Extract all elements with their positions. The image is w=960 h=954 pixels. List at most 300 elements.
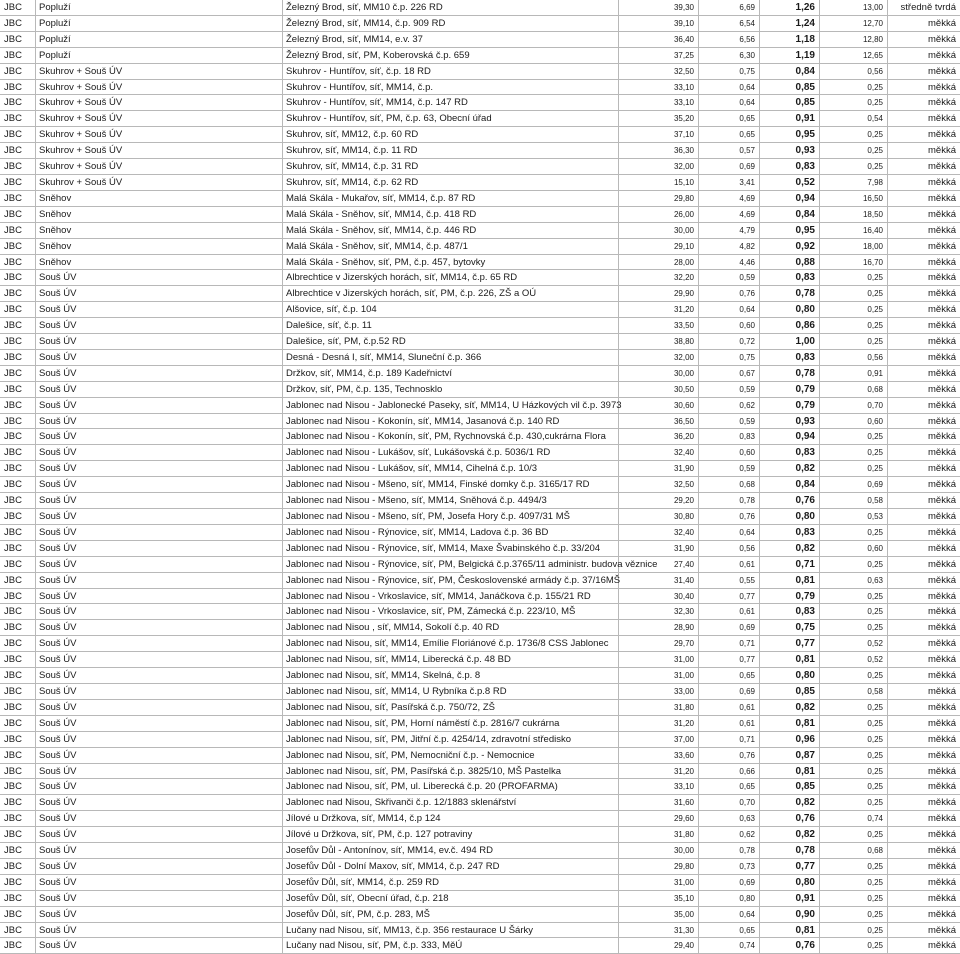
cell-value-a: 29,40 xyxy=(619,938,699,953)
cell-value-a: 29,60 xyxy=(619,811,699,826)
cell-sampling-point: Josefův Důl - Antonínov, síť, MM14, ev.č. 494 RD xyxy=(283,843,619,858)
cell-region-code: JBC xyxy=(0,859,36,874)
table-row xyxy=(0,143,960,159)
cell-value-d: 0,53 xyxy=(820,509,888,524)
table-row xyxy=(0,604,960,620)
cell-region-code: JBC xyxy=(0,255,36,270)
cell-region-code: JBC xyxy=(0,573,36,588)
cell-value-a: 31,40 xyxy=(619,573,699,588)
cell-source: Skuhrov + Souš ÚV xyxy=(36,159,283,174)
cell-value-d: 0,25 xyxy=(820,891,888,906)
cell-source: Souš ÚV xyxy=(36,684,283,699)
cell-value-c: 0,76 xyxy=(760,811,820,826)
cell-value-d: 0,58 xyxy=(820,493,888,508)
cell-source: Souš ÚV xyxy=(36,477,283,492)
cell-source: Souš ÚV xyxy=(36,732,283,747)
cell-value-d: 0,25 xyxy=(820,732,888,747)
cell-value-b: 0,76 xyxy=(699,509,760,524)
table-row xyxy=(0,223,960,239)
cell-region-code: JBC xyxy=(0,48,36,63)
cell-source: Souš ÚV xyxy=(36,573,283,588)
cell-value-b: 0,69 xyxy=(699,875,760,890)
cell-hardness: měkká xyxy=(928,701,956,713)
cell-hardness: měkká xyxy=(928,892,956,904)
cell-sampling-point: Držkov, síť, PM, č.p. 135, Technosklo xyxy=(283,382,619,397)
cell-value-c: 0,71 xyxy=(760,557,820,572)
table-row xyxy=(0,764,960,780)
cell-value-c: 0,83 xyxy=(760,159,820,174)
cell-value-a: 27,40 xyxy=(619,557,699,572)
cell-source: Souš ÚV xyxy=(36,795,283,810)
cell-region-code: JBC xyxy=(0,541,36,556)
cell-value-c: 0,85 xyxy=(760,779,820,794)
cell-hardness: měkká xyxy=(928,129,956,141)
cell-hardness: měkká xyxy=(928,654,956,666)
cell-sampling-point: Železný Brod, síť, PM, Koberovská č.p. 659 xyxy=(283,48,619,63)
cell-source: Souš ÚV xyxy=(36,414,283,429)
cell-region-code: JBC xyxy=(0,477,36,492)
cell-value-b: 0,78 xyxy=(699,493,760,508)
cell-source: Skuhrov + Souš ÚV xyxy=(36,143,283,158)
table-row xyxy=(0,700,960,716)
cell-value-b: 0,62 xyxy=(699,827,760,842)
table-row xyxy=(0,334,960,350)
cell-value-a: 31,20 xyxy=(619,716,699,731)
cell-region-code: JBC xyxy=(0,748,36,763)
cell-value-b: 0,69 xyxy=(699,620,760,635)
cell-sampling-point: Jablonec nad Nisou, síť, MM14, U Rybníka č.p.8 RD xyxy=(283,684,619,699)
cell-value-a: 29,20 xyxy=(619,493,699,508)
cell-value-b: 4,69 xyxy=(699,207,760,222)
cell-value-a: 31,80 xyxy=(619,700,699,715)
cell-value-b: 0,59 xyxy=(699,382,760,397)
cell-value-c: 0,85 xyxy=(760,80,820,95)
cell-region-code: JBC xyxy=(0,64,36,79)
cell-value-c: 0,83 xyxy=(760,604,820,619)
cell-sampling-point: Jablonec nad Nisou, síť, MM14, Liberecká č.p. 48 BD xyxy=(283,652,619,667)
cell-region-code: JBC xyxy=(0,382,36,397)
cell-value-a: 28,90 xyxy=(619,620,699,635)
cell-value-a: 37,00 xyxy=(619,732,699,747)
cell-source: Skuhrov + Souš ÚV xyxy=(36,175,283,190)
cell-value-d: 0,25 xyxy=(820,716,888,731)
cell-sampling-point: Jablonec nad Nisou, síť, PM, ul. Liberecká č.p. 20 (PROFARMA) xyxy=(283,779,619,794)
cell-value-c: 0,83 xyxy=(760,350,820,365)
cell-value-c: 0,80 xyxy=(760,875,820,890)
cell-value-b: 0,65 xyxy=(699,111,760,126)
cell-value-d: 0,60 xyxy=(820,414,888,429)
cell-value-c: 0,84 xyxy=(760,64,820,79)
table-row xyxy=(0,636,960,652)
cell-value-c: 0,84 xyxy=(760,477,820,492)
cell-hardness: měkká xyxy=(928,526,956,538)
cell-region-code: JBC xyxy=(0,127,36,142)
table-row xyxy=(0,95,960,111)
cell-sampling-point: Jablonec nad Nisou - Rýnovice, síť, PM, Československé armády č.p. 37/16MŠ xyxy=(283,573,619,588)
cell-hardness: měkká xyxy=(928,65,956,77)
cell-region-code: JBC xyxy=(0,843,36,858)
cell-hardness: měkká xyxy=(928,670,956,682)
cell-source: Souš ÚV xyxy=(36,382,283,397)
cell-value-d: 0,60 xyxy=(820,541,888,556)
cell-value-c: 0,76 xyxy=(760,938,820,953)
cell-value-c: 0,82 xyxy=(760,700,820,715)
cell-source: Souš ÚV xyxy=(36,557,283,572)
cell-sampling-point: Desná - Desná I, síť, MM14, Sluneční č.p. 366 xyxy=(283,350,619,365)
cell-value-d: 0,25 xyxy=(820,827,888,842)
cell-value-a: 31,00 xyxy=(619,652,699,667)
cell-value-c: 1,18 xyxy=(760,32,820,47)
cell-sampling-point: Skuhrov, síť, MM14, č.p. 11 RD xyxy=(283,143,619,158)
cell-sampling-point: Malá Skála - Sněhov, síť, PM, č.p. 457, bytovky xyxy=(283,255,619,270)
cell-value-a: 31,90 xyxy=(619,541,699,556)
cell-value-c: 0,96 xyxy=(760,732,820,747)
table-row xyxy=(0,779,960,795)
cell-value-c: 0,83 xyxy=(760,525,820,540)
cell-region-code: JBC xyxy=(0,223,36,238)
cell-value-b: 6,30 xyxy=(699,48,760,63)
cell-value-c: 0,78 xyxy=(760,843,820,858)
cell-source: Souš ÚV xyxy=(36,302,283,317)
table-row xyxy=(0,429,960,445)
cell-value-b: 0,59 xyxy=(699,461,760,476)
cell-value-d: 0,70 xyxy=(820,398,888,413)
cell-value-a: 35,00 xyxy=(619,907,699,922)
cell-sampling-point: Josefův Důl, síť, PM, č.p. 283, MŠ xyxy=(283,907,619,922)
cell-source: Skuhrov + Souš ÚV xyxy=(36,111,283,126)
cell-value-c: 0,79 xyxy=(760,589,820,604)
cell-region-code: JBC xyxy=(0,525,36,540)
cell-value-b: 4,69 xyxy=(699,191,760,206)
cell-value-d: 0,58 xyxy=(820,684,888,699)
cell-region-code: JBC xyxy=(0,557,36,572)
cell-value-a: 29,70 xyxy=(619,636,699,651)
cell-hardness: měkká xyxy=(928,463,956,475)
table-row xyxy=(0,286,960,302)
cell-sampling-point: Železný Brod, síť, MM14, e.v. 37 xyxy=(283,32,619,47)
cell-region-code: JBC xyxy=(0,493,36,508)
cell-value-a: 31,20 xyxy=(619,302,699,317)
cell-value-c: 0,93 xyxy=(760,143,820,158)
cell-sampling-point: Jablonec nad Nisou - Lukášov, síť, Lukášovská č.p. 5036/1 RD xyxy=(283,445,619,460)
cell-value-d: 16,40 xyxy=(820,223,888,238)
cell-value-b: 0,65 xyxy=(699,668,760,683)
cell-source: Souš ÚV xyxy=(36,493,283,508)
cell-value-a: 31,90 xyxy=(619,461,699,476)
cell-value-c: 0,75 xyxy=(760,620,820,635)
cell-source: Souš ÚV xyxy=(36,509,283,524)
cell-sampling-point: Josefův Důl, síť, Obecní úřad, č.p. 218 xyxy=(283,891,619,906)
cell-value-c: 0,91 xyxy=(760,111,820,126)
cell-sampling-point: Jablonec nad Nisou, síť, PM, Jitřní č.p. 4254/14, zdravotní středisko xyxy=(283,732,619,747)
cell-sampling-point: Lučany nad Nisou, síť, PM, č.p. 333, MěÚ xyxy=(283,938,619,953)
table-row xyxy=(0,366,960,382)
cell-value-b: 6,54 xyxy=(699,16,760,31)
cell-source: Skuhrov + Souš ÚV xyxy=(36,80,283,95)
cell-source: Souš ÚV xyxy=(36,700,283,715)
cell-hardness: měkká xyxy=(928,765,956,777)
cell-region-code: JBC xyxy=(0,334,36,349)
cell-value-d: 0,25 xyxy=(820,700,888,715)
cell-value-c: 0,82 xyxy=(760,461,820,476)
cell-sampling-point: Skuhrov - Huntířov, síť, MM14, č.p. 147 RD xyxy=(283,95,619,110)
cell-sampling-point: Jílové u Držkova, síť, PM, č.p. 127 potraviny xyxy=(283,827,619,842)
cell-source: Souš ÚV xyxy=(36,843,283,858)
cell-hardness: měkká xyxy=(928,208,956,220)
cell-sampling-point: Železný Brod, síť, MM10 č.p. 226 RD xyxy=(283,0,619,15)
cell-sampling-point: Malá Skála - Sněhov, síť, MM14, č.p. 446 RD xyxy=(283,223,619,238)
cell-source: Popluží xyxy=(36,32,283,47)
cell-value-b: 0,73 xyxy=(699,859,760,874)
cell-region-code: JBC xyxy=(0,509,36,524)
cell-value-b: 0,61 xyxy=(699,604,760,619)
cell-value-a: 30,40 xyxy=(619,589,699,604)
cell-source: Souš ÚV xyxy=(36,907,283,922)
cell-region-code: JBC xyxy=(0,318,36,333)
table-row xyxy=(0,48,960,64)
cell-hardness: měkká xyxy=(928,97,956,109)
cell-value-c: 1,26 xyxy=(760,0,820,15)
cell-hardness: měkká xyxy=(928,813,956,825)
cell-value-c: 0,80 xyxy=(760,509,820,524)
cell-value-d: 0,25 xyxy=(820,95,888,110)
cell-value-c: 0,81 xyxy=(760,652,820,667)
cell-value-b: 0,75 xyxy=(699,350,760,365)
table-row xyxy=(0,32,960,48)
cell-sampling-point: Jablonec nad Nisou - Mšeno, síť, PM, Josefa Hory č.p. 4097/31 MŠ xyxy=(283,509,619,524)
cell-value-c: 0,87 xyxy=(760,748,820,763)
cell-region-code: JBC xyxy=(0,779,36,794)
cell-value-d: 0,68 xyxy=(820,382,888,397)
cell-value-a: 29,10 xyxy=(619,239,699,254)
cell-hardness: měkká xyxy=(928,81,956,93)
cell-value-a: 31,00 xyxy=(619,668,699,683)
cell-source: Souš ÚV xyxy=(36,334,283,349)
cell-value-c: 0,85 xyxy=(760,684,820,699)
table-row xyxy=(0,589,960,605)
cell-hardness: měkká xyxy=(928,749,956,761)
cell-value-c: 0,52 xyxy=(760,175,820,190)
cell-value-b: 0,78 xyxy=(699,843,760,858)
cell-sampling-point: Dalešice, síť, PM, č.p.52 RD xyxy=(283,334,619,349)
table-row xyxy=(0,557,960,573)
cell-region-code: JBC xyxy=(0,366,36,381)
cell-region-code: JBC xyxy=(0,732,36,747)
table-row xyxy=(0,732,960,748)
cell-hardness: měkká xyxy=(928,908,956,920)
cell-value-d: 0,25 xyxy=(820,795,888,810)
cell-hardness: měkká xyxy=(928,558,956,570)
cell-source: Souš ÚV xyxy=(36,716,283,731)
cell-value-c: 0,94 xyxy=(760,191,820,206)
cell-source: Souš ÚV xyxy=(36,286,283,301)
cell-value-a: 30,60 xyxy=(619,398,699,413)
cell-hardness: měkká xyxy=(928,733,956,745)
cell-value-b: 0,65 xyxy=(699,923,760,938)
cell-value-b: 4,82 xyxy=(699,239,760,254)
table-row xyxy=(0,843,960,859)
cell-hardness: měkká xyxy=(928,590,956,602)
cell-hardness: měkká xyxy=(928,176,956,188)
cell-value-c: 1,00 xyxy=(760,334,820,349)
cell-value-d: 0,25 xyxy=(820,445,888,460)
cell-value-b: 0,77 xyxy=(699,589,760,604)
table-row xyxy=(0,445,960,461)
cell-value-b: 0,59 xyxy=(699,270,760,285)
cell-hardness: měkká xyxy=(928,351,956,363)
cell-value-c: 0,82 xyxy=(760,795,820,810)
cell-sampling-point: Josefův Důl - Dolní Maxov, síť, MM14, č.p. 247 RD xyxy=(283,859,619,874)
cell-region-code: JBC xyxy=(0,461,36,476)
cell-value-a: 30,00 xyxy=(619,366,699,381)
table-row xyxy=(0,127,960,143)
cell-region-code: JBC xyxy=(0,636,36,651)
cell-sampling-point: Jablonec nad Nisou - Kokonín, síť, PM, Rychnovská č.p. 430,cukrárna Flora xyxy=(283,429,619,444)
table-row xyxy=(0,875,960,891)
cell-source: Souš ÚV xyxy=(36,668,283,683)
table-row xyxy=(0,382,960,398)
cell-region-code: JBC xyxy=(0,398,36,413)
cell-value-a: 30,00 xyxy=(619,843,699,858)
cell-value-d: 18,00 xyxy=(820,239,888,254)
cell-sampling-point: Jablonec nad Nisou, síť, MM14, Skelná, č.p. 8 xyxy=(283,668,619,683)
cell-value-a: 33,50 xyxy=(619,318,699,333)
cell-region-code: JBC xyxy=(0,684,36,699)
cell-hardness: měkká xyxy=(928,717,956,729)
cell-region-code: JBC xyxy=(0,652,36,667)
cell-value-d: 0,25 xyxy=(820,938,888,953)
cell-source: Souš ÚV xyxy=(36,859,283,874)
cell-value-a: 28,00 xyxy=(619,255,699,270)
cell-hardness: měkká xyxy=(928,574,956,586)
cell-source: Souš ÚV xyxy=(36,589,283,604)
cell-region-code: JBC xyxy=(0,175,36,190)
table-row xyxy=(0,255,960,271)
cell-region-code: JBC xyxy=(0,286,36,301)
cell-region-code: JBC xyxy=(0,795,36,810)
cell-value-c: 1,24 xyxy=(760,16,820,31)
cell-hardness: měkká xyxy=(928,829,956,841)
cell-source: Souš ÚV xyxy=(36,445,283,460)
cell-value-b: 0,55 xyxy=(699,573,760,588)
cell-value-a: 30,50 xyxy=(619,382,699,397)
cell-value-b: 0,75 xyxy=(699,64,760,79)
cell-hardness: měkká xyxy=(928,860,956,872)
cell-hardness: měkká xyxy=(928,415,956,427)
cell-value-d: 0,25 xyxy=(820,779,888,794)
cell-value-b: 0,65 xyxy=(699,779,760,794)
cell-value-d: 0,68 xyxy=(820,843,888,858)
cell-value-d: 0,25 xyxy=(820,620,888,635)
cell-value-d: 0,25 xyxy=(820,461,888,476)
cell-value-d: 0,25 xyxy=(820,429,888,444)
cell-sampling-point: Malá Skála - Sněhov, síť, MM14, č.p. 487/1 xyxy=(283,239,619,254)
cell-value-d: 0,25 xyxy=(820,127,888,142)
cell-value-d: 0,56 xyxy=(820,350,888,365)
cell-value-b: 0,70 xyxy=(699,795,760,810)
cell-hardness: měkká xyxy=(928,224,956,236)
cell-value-a: 33,60 xyxy=(619,748,699,763)
table-row xyxy=(0,111,960,127)
cell-region-code: JBC xyxy=(0,604,36,619)
table-row xyxy=(0,891,960,907)
cell-value-a: 35,10 xyxy=(619,891,699,906)
cell-region-code: JBC xyxy=(0,16,36,31)
table-row xyxy=(0,573,960,589)
cell-sampling-point: Jablonec nad Nisou, síť, PM, Nemocniční č.p. - Nemocnice xyxy=(283,748,619,763)
cell-value-d: 0,25 xyxy=(820,589,888,604)
cell-sampling-point: Jablonec nad Nisou, síť, MM14, Emílie Floriánové č.p. 1736/8 CSS Jablonec xyxy=(283,636,619,651)
cell-value-a: 33,10 xyxy=(619,80,699,95)
cell-value-c: 0,76 xyxy=(760,493,820,508)
cell-value-d: 0,63 xyxy=(820,573,888,588)
table-row xyxy=(0,302,960,318)
cell-value-b: 0,60 xyxy=(699,445,760,460)
cell-hardness: měkká xyxy=(928,240,956,252)
cell-region-code: JBC xyxy=(0,159,36,174)
cell-value-d: 0,91 xyxy=(820,366,888,381)
table-row xyxy=(0,827,960,843)
cell-sampling-point: Jablonec nad Nisou, Skřivanči č.p. 12/1883 sklenářství xyxy=(283,795,619,810)
cell-value-d: 0,25 xyxy=(820,270,888,285)
table-row xyxy=(0,811,960,827)
cell-hardness: měkká xyxy=(928,940,956,952)
cell-hardness: měkká xyxy=(928,606,956,618)
cell-region-code: JBC xyxy=(0,111,36,126)
table-row xyxy=(0,907,960,923)
cell-value-a: 31,60 xyxy=(619,795,699,810)
table-row xyxy=(0,620,960,636)
cell-sampling-point: Malá Skála - Mukařov, síť, MM14, č.p. 87 RD xyxy=(283,191,619,206)
cell-value-a: 37,25 xyxy=(619,48,699,63)
cell-hardness: měkká xyxy=(928,495,956,507)
cell-hardness: měkká xyxy=(928,479,956,491)
cell-value-a: 31,80 xyxy=(619,827,699,842)
cell-value-c: 0,77 xyxy=(760,636,820,651)
cell-sampling-point: Jablonec nad Nisou - Rýnovice, síť, MM14, Maxe Švabinského č.p. 33/204 xyxy=(283,541,619,556)
cell-sampling-point: Lučany nad Nisou, síť, MM13, č.p. 356 restaurace U Šárky xyxy=(283,923,619,938)
cell-value-d: 0,25 xyxy=(820,334,888,349)
cell-value-a: 39,30 xyxy=(619,0,699,15)
cell-region-code: JBC xyxy=(0,700,36,715)
table-row xyxy=(0,80,960,96)
cell-value-a: 37,10 xyxy=(619,127,699,142)
cell-value-d: 7,98 xyxy=(820,175,888,190)
cell-value-d: 0,54 xyxy=(820,111,888,126)
cell-sampling-point: Jablonec nad Nisou - Mšeno, síť, MM14, Sněhová č.p. 4494/3 xyxy=(283,493,619,508)
cell-region-code: JBC xyxy=(0,239,36,254)
cell-value-a: 15,10 xyxy=(619,175,699,190)
cell-sampling-point: Skuhrov, síť, MM14, č.p. 31 RD xyxy=(283,159,619,174)
cell-value-b: 0,69 xyxy=(699,159,760,174)
cell-value-a: 32,50 xyxy=(619,477,699,492)
cell-source: Souš ÚV xyxy=(36,827,283,842)
cell-value-a: 26,00 xyxy=(619,207,699,222)
cell-value-d: 0,25 xyxy=(820,286,888,301)
cell-value-b: 0,64 xyxy=(699,80,760,95)
cell-hardness: měkká xyxy=(928,272,956,284)
table-row xyxy=(0,175,960,191)
cell-value-b: 0,62 xyxy=(699,398,760,413)
cell-value-c: 0,85 xyxy=(760,95,820,110)
cell-value-b: 0,64 xyxy=(699,907,760,922)
cell-value-b: 0,71 xyxy=(699,636,760,651)
cell-value-a: 32,00 xyxy=(619,159,699,174)
cell-source: Sněhov xyxy=(36,239,283,254)
cell-sampling-point: Skuhrov - Huntířov, síť, MM14, č.p. xyxy=(283,80,619,95)
table-row xyxy=(0,239,960,255)
cell-source: Popluží xyxy=(36,48,283,63)
